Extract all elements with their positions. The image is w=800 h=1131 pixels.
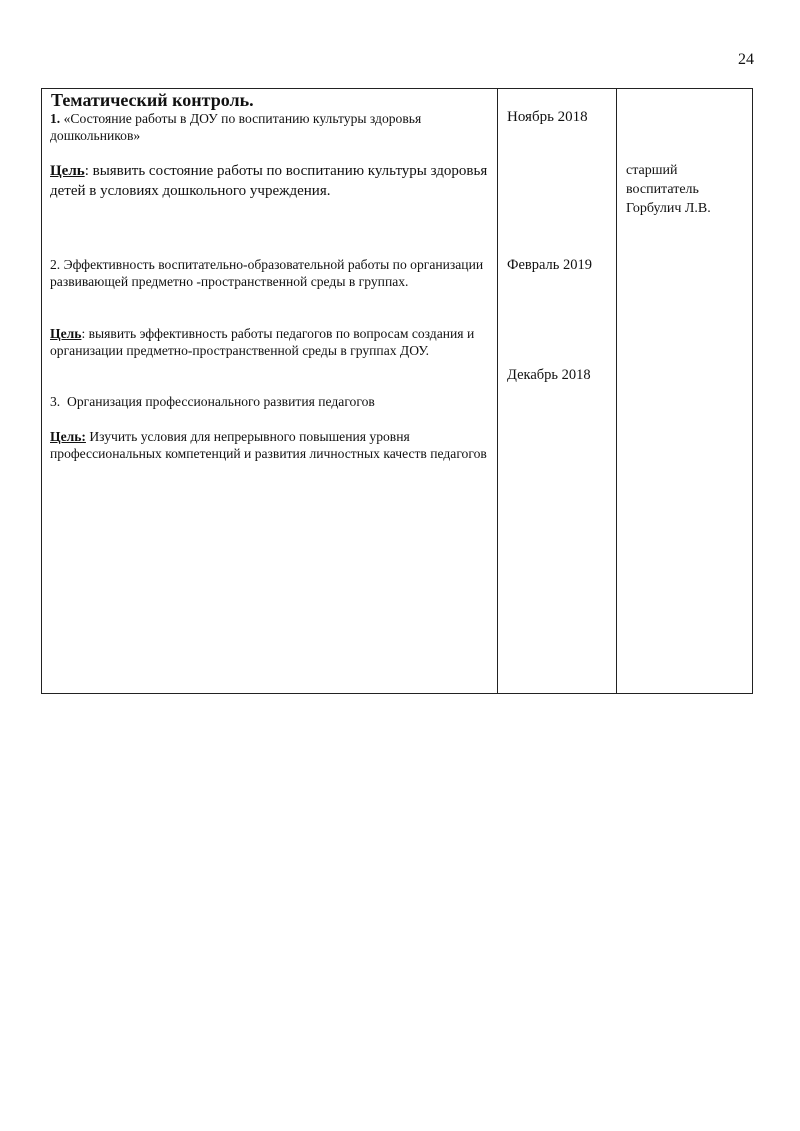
- item-3-goal: [50, 428, 490, 462]
- control-plan-table: [41, 88, 753, 694]
- item-2-goal-text: : выявить эффективность работы педагогов по вопросам создания и организации предметно-пространственной среды в группах ДОУ.: [50, 326, 475, 358]
- responsible-line-2: воспитатель: [626, 182, 699, 197]
- section-title: Тематический контроль.: [51, 90, 254, 110]
- responsible-person: [626, 161, 746, 218]
- item-1-date: Ноябрь 2018: [507, 109, 588, 125]
- item-2-topic-text: Эффективность воспитательно-образовательной работы по организации развивающей предметно -пространственной среды в группах.: [50, 257, 484, 289]
- item-3-number: 3.: [50, 394, 61, 409]
- item-2-date: Февраль 2019: [507, 257, 593, 273]
- item-3-topic: [50, 393, 490, 410]
- item-2-topic: [50, 256, 490, 290]
- responsible-line-1: старший: [626, 163, 678, 178]
- page-number: 24: [738, 51, 754, 68]
- item-1-goal-text: : выявить состояние работы по воспитанию культуры здоровья детей в условиях дошкольного учреждения.: [50, 163, 488, 199]
- item-3-goal-text: Изучить условия для непрерывного повышения уровня профессиональных компетенций и развития личностных качеств педагогов: [50, 429, 487, 461]
- item-1-topic: [50, 110, 490, 144]
- item-2-goal: [50, 325, 490, 359]
- item-1-topic-text: «Состояние работы в ДОУ по воспитанию культуры здоровья дошкольников»: [50, 111, 422, 143]
- item-2-number: 2.: [50, 257, 61, 272]
- column-divider-1: [497, 89, 498, 693]
- item-3-goal-label: Цель:: [50, 429, 86, 444]
- item-1-number: 1.: [50, 111, 61, 126]
- column-divider-2: [616, 89, 617, 693]
- item-1-goal: [50, 161, 490, 201]
- item-3-topic-text: Организация профессионального развития педагогов: [67, 394, 375, 409]
- item-2-goal-label: Цель: [50, 326, 82, 341]
- item-1-goal-label: Цель: [50, 163, 85, 179]
- item-3-date: Декабрь 2018: [507, 367, 591, 383]
- responsible-line-3: Горбулич Л.В.: [626, 201, 711, 216]
